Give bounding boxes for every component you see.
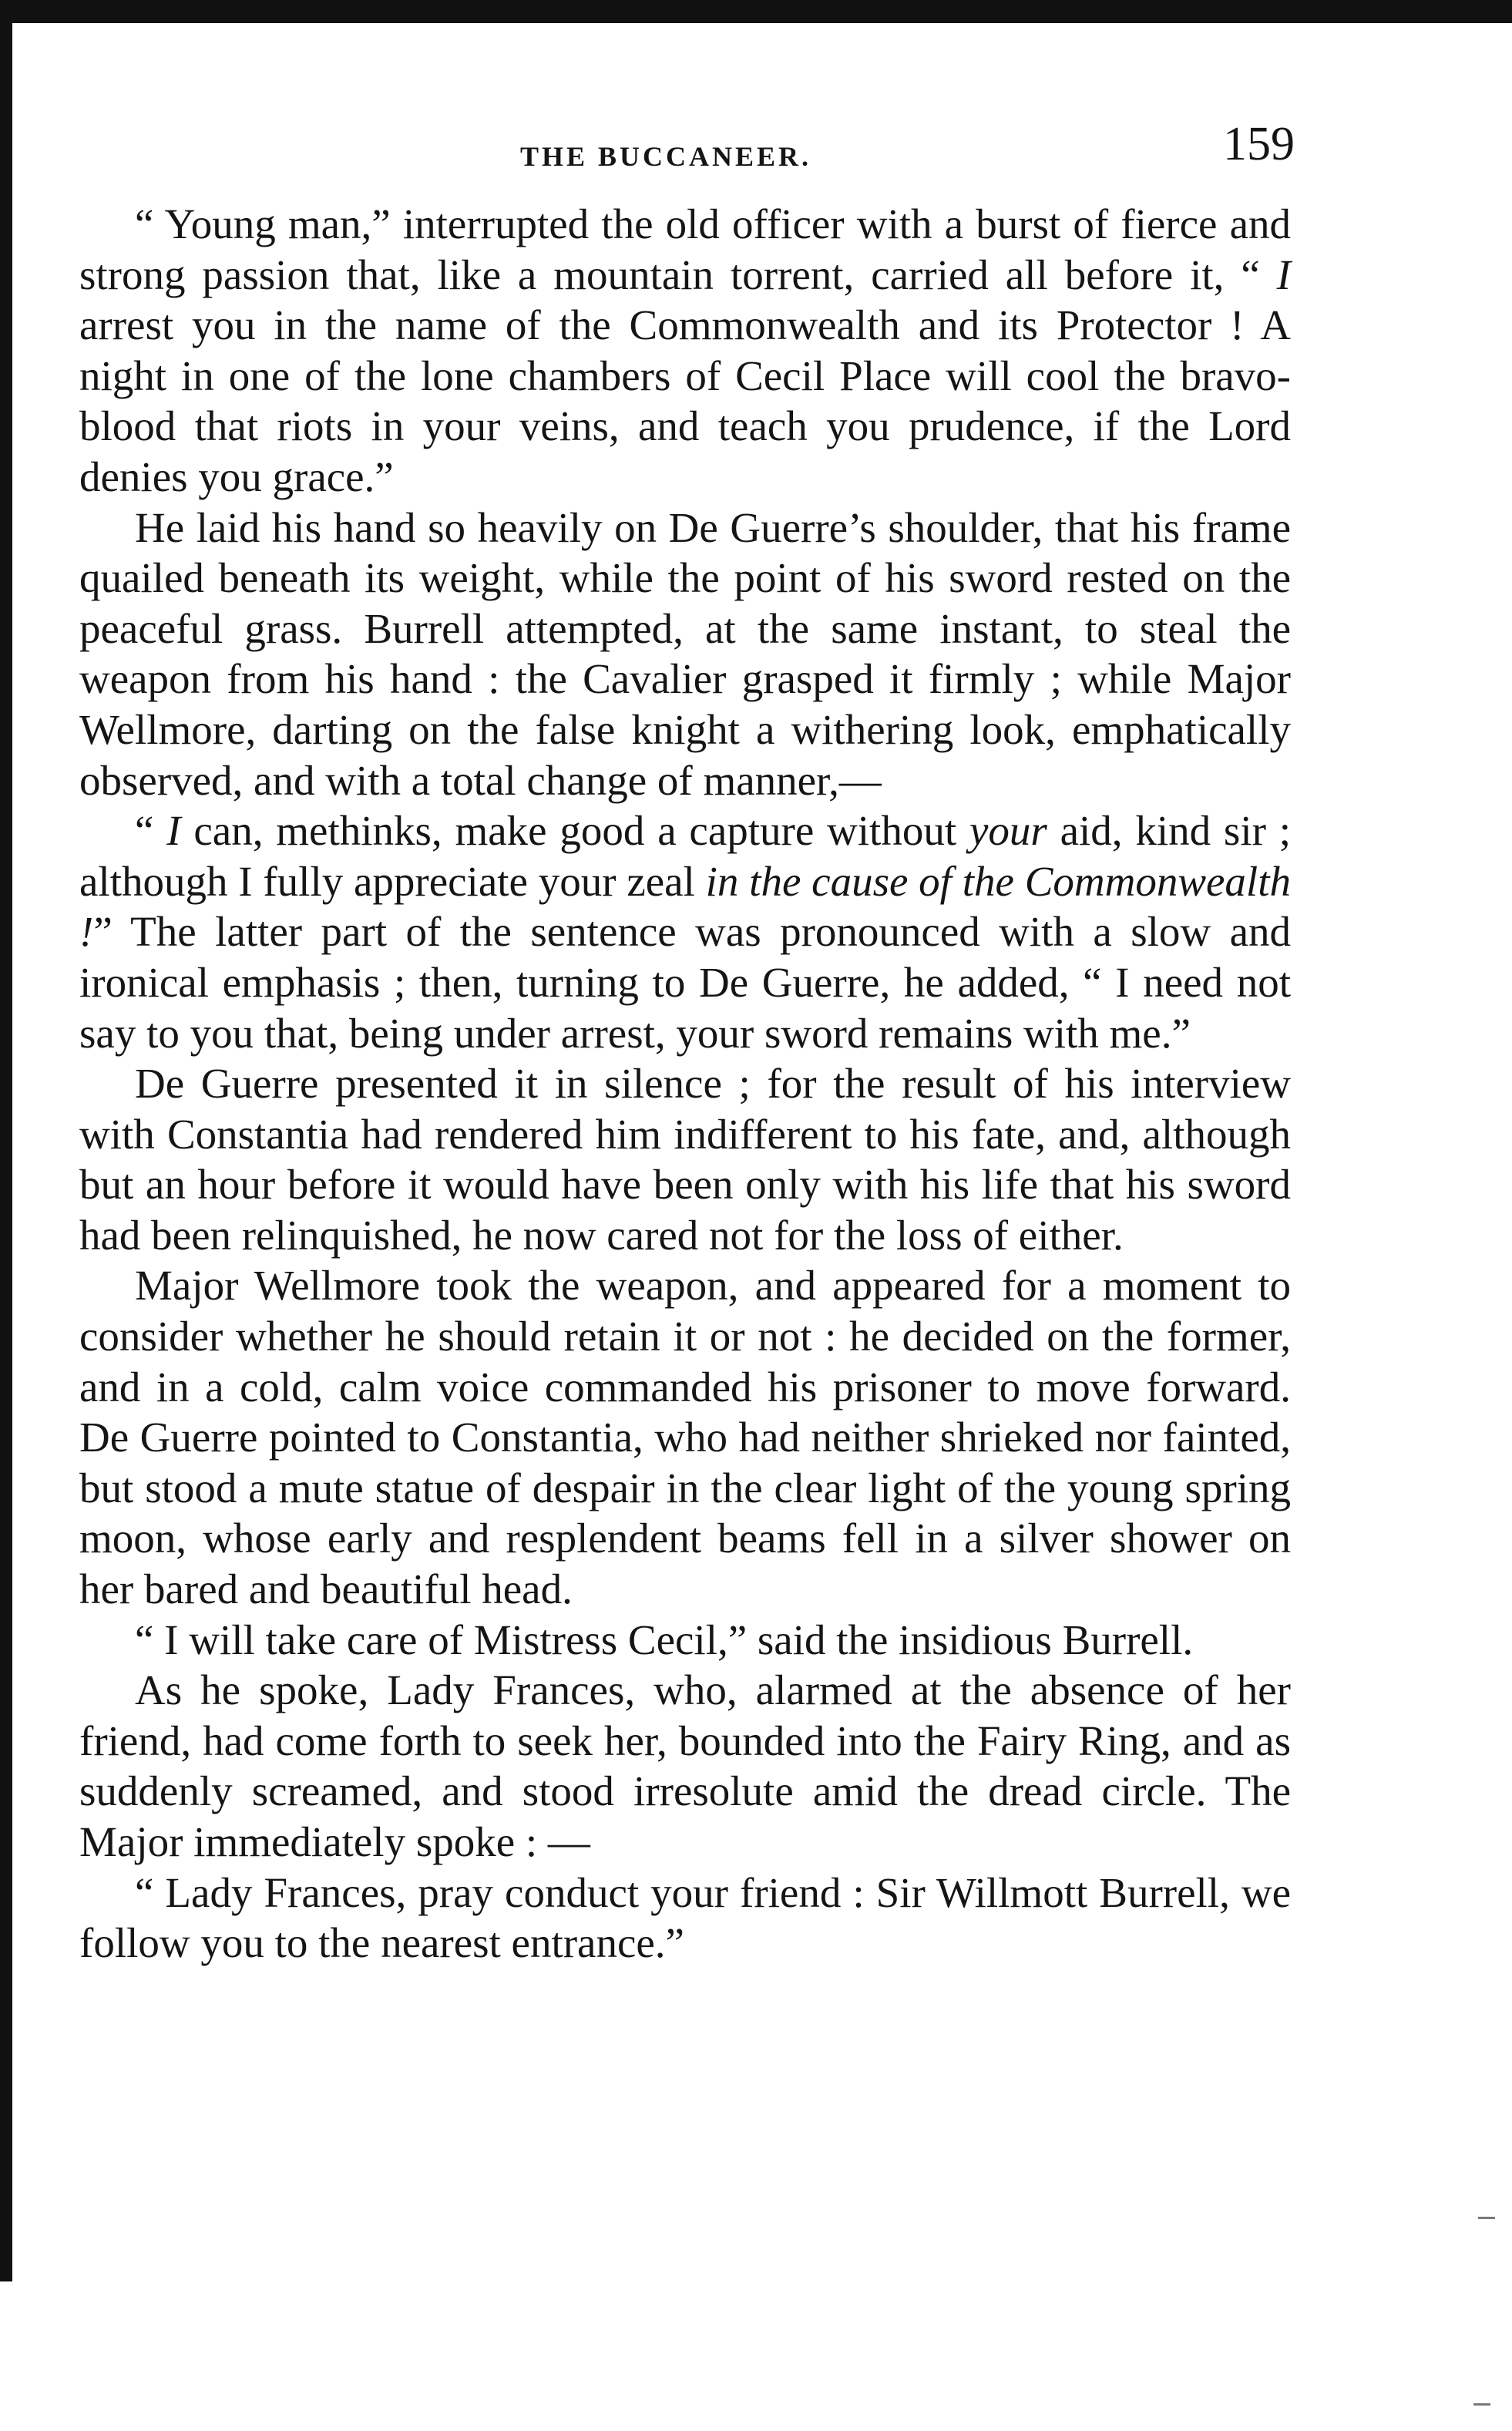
text-run: He laid his hand so heavily on De Guerre’s shoulder, that his frame quailed beneath its weight, while the point of his sword rested on the peaceful grass. Burrell attempted, at the same instant, to steal the weapon from his hand : the Cavalier grasped it firmly ; while Major Wellmore, darting on the false knight a withering look, emphatically observed, and with a total change of manner,— [79, 503, 1291, 804]
paragraph [79, 199, 1291, 503]
italic-text: I [1276, 250, 1291, 298]
text-run: “ Young man,” interrupted the old officer with a burst of fierce and strong passion that, like a mountain torrent, carried all before it, “ [79, 200, 1291, 298]
text-run: ” The latter part of the sentence was pronounced with a slow and ironical emphasis ; then, turning to De Guerre, he added, “ I need not say to you that, being under arrest, your sword remains with me.” [79, 908, 1291, 1057]
text-run: aid, kind sir ; although I fully appreciate your zeal [79, 807, 1292, 905]
text-run: can, methinks, make good a capture without [180, 807, 969, 855]
top-border-rule [0, 0, 1512, 23]
paragraph [79, 1260, 1291, 1614]
paragraph [79, 1868, 1291, 1969]
italic-text: your [969, 807, 1047, 855]
paragraph [79, 805, 1291, 1058]
text-run: De Guerre presented it in silence ; for the result of his interview with Constantia had rendered him indifferent to his fate, and, although but an hour before it would have been only with his life that his sword had been relinquished, he now cared not for the loss of either. [79, 1060, 1291, 1259]
left-border-rule [0, 0, 12, 2281]
text-run: “ I will take care of Mistress Cecil,” said the insidious Burrell. [135, 1616, 1194, 1663]
paragraph [79, 1665, 1291, 1867]
italic-text: I [166, 807, 181, 855]
italic-text: in the cause of the Commonwealth ! [79, 857, 1291, 956]
text-run: “ [135, 807, 167, 855]
text-run: arrest you in the name of the Commonwealth and its Protector ! A night in one of the lone chambers of Cecil Place will cool the bravo-blood that riots in your veins, and teach you prudence, if the Lord denies you grace.” [79, 301, 1291, 500]
paragraph [79, 503, 1291, 806]
page-number: 159 [1223, 118, 1295, 170]
text-run: Major Wellmore took the weapon, and appeared for a moment to consider whether he should retain it or not : he decided on the former, and in a cold, calm voice commanded his prisoner to move forward. De Guerre pointed to Constantia, who had neither shrieked nor fainted, but stood a mute statue of despair in the clear light of the young spring moon, whose early and resplendent beams fell in a silver shower on her bared and beautiful head. [79, 1262, 1291, 1613]
paragraph [79, 1615, 1291, 1666]
edge-mark [1473, 2403, 1490, 2406]
text-run: As he spoke, Lady Frances, who, alarmed at the absence of her friend, had come forth to seek her, bounded into the Fairy Ring, and as suddenly screamed, and stood irresolute amid the dread circle. The Major immediately spoke : — [79, 1666, 1291, 1865]
text-run: “ Lady Frances, pray conduct your friend : Sir Willmott Burrell, we follow you to the nearest entrance.” [79, 1868, 1291, 1967]
edge-mark [1478, 2217, 1495, 2219]
running-header [77, 117, 1295, 194]
body-text [79, 199, 1291, 1969]
running-title: THE BUCCANEER. [520, 141, 812, 172]
paragraph [79, 1058, 1291, 1260]
